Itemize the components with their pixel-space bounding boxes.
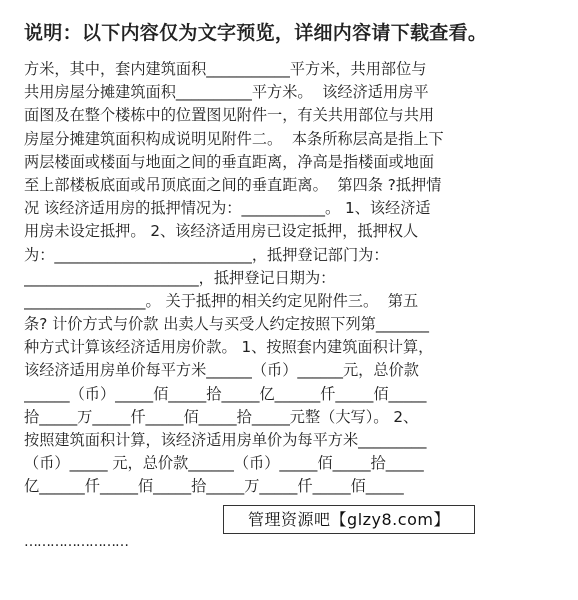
document-line: 拾_____万_____仟_____佰_____拾_____元整（大写）。 2、 [24,407,419,426]
document-line: 况 该经济适用房的抵押情况为：___________。 1、该经济适 [24,199,431,218]
document-line: 两层楼面或楼面与地面之间的垂直距离，净高是指楼面或地面 [24,152,435,171]
continuation-ellipsis: …………………… [24,534,128,550]
document-line: 该经济适用房单价每平方米______（币）______元，总价款 [24,361,419,380]
document-line: ________________。 关于抵押的相关约定见附件三。 第五 [24,291,419,310]
document-line: ______（币）_____佰_____拾_____亿______仟_____佰_____ [24,384,427,403]
document-body [24,58,554,499]
document-line: （币）_____ 元，总价款______（币）_____佰_____拾_____ [24,454,424,473]
document-line: 为：__________________________，抵押登记部门为： [24,245,389,264]
site-watermark: 管理资源吧【glzy8.com】 [223,505,475,534]
document-line: 房屋分摊建筑面积构成说明见附件二。 本条所称层高是指上下 [24,129,444,148]
document-line: 条? 计价方式与价款 出卖人与买受人约定按照下列第_______ [24,315,429,334]
document-line: 按照建筑面积计算，该经济适用房单价为每平方米_________ [24,431,427,449]
document-line: 共用房屋分摊建筑面积__________平方米。 该经济适用房平 [24,83,429,102]
document-line: _______________________，抵押登记日期为： [24,268,336,287]
document-line: 方米，其中，套内建筑面积___________平方米，共用部位与 [24,60,427,78]
document-line: 用房未设定抵押。 2、该经济适用房已设定抵押，抵押权人 [24,222,419,241]
preview-notice: 说明：以下内容仅为文字预览，详细内容请下载查看。 [24,22,488,44]
document-line: 种方式计算该经济适用房价款。 1、按照套内建筑面积计算， [24,338,434,357]
document-line: 至上部楼板底面或吊顶底面之间的垂直距离。 第四条 ?抵押情 [24,175,442,194]
document-line: 面图及在整个楼栋中的位置图见附件一，有关共用部位与共用 [24,106,435,125]
document-line: 亿______仟_____佰_____拾_____万_____仟_____佰_____ [24,477,404,496]
